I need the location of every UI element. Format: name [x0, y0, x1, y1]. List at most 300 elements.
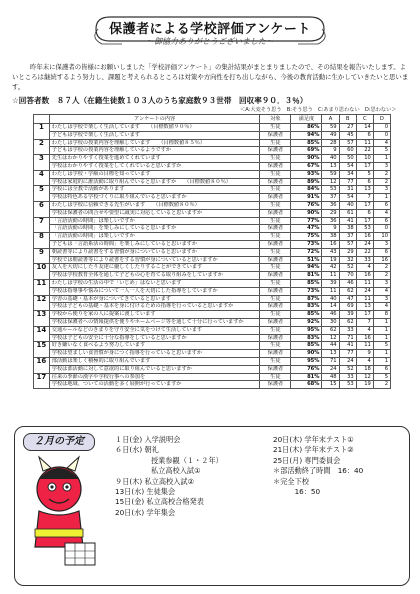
- count-b: 45: [339, 131, 356, 139]
- question-text: [49, 279, 260, 287]
- question-label: 「言語活動の時間」を楽しみにしていると思いますか: [51, 225, 177, 232]
- rating-legend: ＜A:大変そう思う B:そう思う C:あまり思わない D:思わない＞: [240, 107, 397, 113]
- question-text: [49, 217, 260, 225]
- count-b: 57: [339, 240, 356, 248]
- respondent-group: 保護者: [260, 225, 291, 233]
- question-text: [49, 373, 260, 381]
- header-no: [34, 115, 50, 124]
- count-c: 11: [356, 139, 373, 147]
- respondent-group: 生徒: [260, 342, 291, 350]
- header-target: 対象: [260, 115, 291, 124]
- count-a: 39: [322, 279, 339, 287]
- schedule-item: ９日(木) 私立高校入試②: [115, 476, 195, 486]
- count-d: 0: [373, 124, 390, 132]
- target-value-note: （目標数値８５％）: [158, 139, 206, 146]
- count-a: 49: [322, 131, 339, 139]
- question-number: 13: [34, 311, 50, 327]
- count-c: 16: [356, 272, 373, 280]
- count-d: 2: [373, 381, 390, 389]
- satisfaction-rate: 89%: [291, 178, 322, 186]
- respondent-group: 生徒: [260, 155, 291, 163]
- survey-table: [33, 114, 391, 389]
- table-row: [34, 303, 391, 311]
- count-c: 17: [356, 162, 373, 170]
- question-label: わたしは学校で楽しく生活しています: [51, 124, 140, 130]
- question-text: [49, 287, 260, 295]
- question-label: わたしは学校の生活の中で「いじめ」はないと思います: [51, 279, 182, 286]
- respondent-group: 生徒: [260, 357, 291, 365]
- question-text: [49, 131, 260, 139]
- count-a: 15: [322, 381, 339, 389]
- count-b: 39: [339, 311, 356, 319]
- table-row: [34, 256, 391, 264]
- table-row: [34, 139, 391, 147]
- count-b: 24: [339, 357, 356, 365]
- count-d: 10: [373, 233, 390, 241]
- question-label: 先生はわかりやすく授業を進めてくれています: [51, 155, 161, 162]
- question-text: [49, 209, 260, 217]
- respondent-group: 生徒: [260, 326, 291, 334]
- count-d: 1: [373, 194, 390, 202]
- question-text: [49, 233, 260, 241]
- satisfaction-rate: 67%: [291, 162, 322, 170]
- count-b: 53: [339, 381, 356, 389]
- count-a: 16: [322, 240, 339, 248]
- question-text: [49, 186, 260, 194]
- question-text: [49, 303, 260, 311]
- table-row: [34, 194, 391, 202]
- question-label: 子どもは学校の授業内容を理解しているようですか: [51, 147, 172, 154]
- respondent-group: 保護者: [260, 194, 291, 202]
- count-d: 1: [373, 326, 390, 334]
- count-d: 16: [373, 256, 390, 264]
- count-c: 13: [356, 303, 373, 311]
- intro-text: [12, 62, 412, 92]
- schedule-item: 16：50: [273, 487, 321, 497]
- count-d: 1: [373, 357, 390, 365]
- count-c: 22: [356, 147, 373, 155]
- count-c: 24: [356, 287, 373, 295]
- count-a: 14: [322, 303, 339, 311]
- count-b: 54: [339, 162, 356, 170]
- respondent-group: 保護者: [260, 256, 291, 264]
- question-number: 17: [34, 373, 50, 389]
- count-d: 3: [373, 240, 390, 248]
- question-number: 4: [34, 170, 50, 186]
- satisfaction-rate: 85%: [291, 311, 322, 319]
- table-row: [34, 217, 391, 225]
- count-a: 36: [322, 217, 339, 225]
- count-c: 17: [356, 311, 373, 319]
- table-row: [34, 186, 391, 194]
- respondent-group: 保護者: [260, 147, 291, 155]
- count-c: 4: [356, 357, 373, 365]
- question-label: 学校は家庭的に誰活動に取り組んでいると思いますか: [51, 178, 177, 185]
- count-d: 1: [373, 334, 390, 342]
- respondent-group: 生徒: [260, 124, 291, 132]
- count-a: 24: [322, 365, 339, 373]
- count-c: 6: [356, 131, 373, 139]
- count-d: 2: [373, 264, 390, 272]
- question-label: 学校はわかりやすく授業をしてくれていると思いますか: [51, 162, 182, 169]
- count-d: 2: [373, 272, 390, 280]
- satisfaction-rate: 95%: [291, 357, 322, 365]
- question-text: [49, 155, 260, 163]
- satisfaction-rate: 90%: [291, 350, 322, 358]
- question-text: [49, 350, 260, 358]
- question-label: 学校は子どもの基礎・基本を身に付けるための指導を行っていると思いますか: [51, 303, 234, 310]
- count-c: 12: [356, 373, 373, 381]
- count-a: 59: [322, 124, 339, 132]
- respondent-group: 保護者: [260, 303, 291, 311]
- count-a: 40: [322, 155, 339, 163]
- satisfaction-rate: 69%: [291, 147, 322, 155]
- schedule-item: 20日(木) 学年末テスト①: [273, 435, 354, 444]
- count-d: 2: [373, 178, 390, 186]
- respondent-group: 生徒: [260, 201, 291, 209]
- schedule-item: 15日(金) 私立高校合格発表: [115, 497, 204, 507]
- satisfaction-rate: 81%: [291, 272, 322, 280]
- count-b: 32: [339, 256, 356, 264]
- table-row: [34, 264, 391, 272]
- satisfaction-rate: 47%: [291, 225, 322, 233]
- count-b: 50: [339, 155, 356, 163]
- table-row: [34, 342, 391, 350]
- question-label: 学校は部活動に対して意欲的に取り組んでいると思いますか: [51, 365, 192, 372]
- count-d: 8: [373, 311, 390, 319]
- table-row: [34, 170, 391, 178]
- count-c: 19: [356, 381, 373, 389]
- header-b: B: [339, 115, 356, 124]
- satisfaction-rate: 76%: [291, 365, 322, 373]
- respondent-group: 生徒: [260, 186, 291, 194]
- schedule-right-column: [273, 435, 363, 497]
- count-a: 30: [322, 318, 339, 326]
- question-label: 学校では朝読書等により読書をする習慣が身についていると思いますか: [51, 256, 218, 263]
- count-c: 7: [356, 194, 373, 202]
- question-number: 8: [34, 233, 50, 249]
- question-number: 15: [34, 342, 50, 358]
- count-d: 3: [373, 295, 390, 303]
- count-b: 77: [339, 350, 356, 358]
- satisfaction-rate: 87%: [291, 295, 322, 303]
- count-a: 62: [322, 326, 339, 334]
- table-row: [34, 248, 391, 256]
- count-c: 4: [356, 264, 373, 272]
- february-schedule: [14, 426, 410, 586]
- count-a: 42: [322, 264, 339, 272]
- count-d: 3: [373, 279, 390, 287]
- respondent-group: 生徒: [260, 139, 291, 147]
- count-c: 9: [356, 350, 373, 358]
- question-text: [49, 139, 260, 147]
- question-label: 学校は指導事や悩みについて一人一人を大切にした指導をしていますか: [51, 287, 218, 294]
- target-value-note: （目標数値９０％）: [147, 124, 195, 130]
- count-a: 11: [322, 287, 339, 295]
- question-text: [49, 318, 260, 326]
- respondent-group: 保護者: [260, 365, 291, 373]
- question-label: 学校には全教で活動があります: [51, 186, 125, 193]
- respondent-group: 生徒: [260, 295, 291, 303]
- satisfaction-rate: 83%: [291, 334, 322, 342]
- count-c: 14: [356, 124, 373, 132]
- count-b: 77: [339, 178, 356, 186]
- satisfaction-rate: 85%: [291, 342, 322, 350]
- question-text: [49, 201, 260, 209]
- count-d: 4: [373, 303, 390, 311]
- count-d: 1: [373, 155, 390, 163]
- schedule-title: ２月の予定: [23, 433, 95, 451]
- count-b: 61: [339, 209, 356, 217]
- table-row: [34, 178, 391, 186]
- count-b: 41: [339, 342, 356, 350]
- table-row: [34, 272, 391, 280]
- count-c: 6: [356, 178, 373, 186]
- count-a: 11: [322, 272, 339, 280]
- question-label: 学校は地域、ついての活動を多く展開が行っていますか: [51, 381, 182, 388]
- schedule-item: 25日(月) 専門委員会: [273, 455, 341, 465]
- question-number: 14: [34, 326, 50, 342]
- header-a: A: [322, 115, 339, 124]
- count-d: 1: [373, 350, 390, 358]
- question-number: 2: [34, 139, 50, 155]
- satisfaction-rate: 93%: [291, 170, 322, 178]
- count-d: 4: [373, 209, 390, 217]
- schedule-item: 13日(水) 生徒集会: [115, 487, 176, 497]
- satisfaction-rate: 92%: [291, 318, 322, 326]
- respondent-group: 保護者: [260, 318, 291, 326]
- satisfaction-rate: 73%: [291, 240, 322, 248]
- question-text: [49, 381, 260, 389]
- respondent-group: 保護者: [260, 287, 291, 295]
- question-text: [49, 240, 260, 248]
- count-a: 13: [322, 162, 339, 170]
- table-row: [34, 365, 391, 373]
- question-label: わたしは学校・学級の目標を知っています: [51, 170, 151, 177]
- count-a: 37: [322, 194, 339, 202]
- count-c: 18: [356, 365, 373, 373]
- satisfaction-rate: 90%: [291, 209, 322, 217]
- question-number: 11: [34, 279, 50, 295]
- count-c: 7: [356, 318, 373, 326]
- question-number: 1: [34, 124, 50, 140]
- count-b: 52: [339, 264, 356, 272]
- question-text: [49, 248, 260, 256]
- count-c: 11: [356, 295, 373, 303]
- satisfaction-rate: 73%: [291, 287, 322, 295]
- count-a: 29: [322, 209, 339, 217]
- count-d: 3: [373, 162, 390, 170]
- respondent-group: 保護者: [260, 178, 291, 186]
- respondent-count: ☆回答者数 ８７人（在籍生徒数１０３人のうち家庭数９３世帯 回収率９０．３％）: [12, 96, 308, 105]
- table-row: [34, 131, 391, 139]
- question-label: 学校は学校教育全体を通して子どもの心を育てる取り組みをしていますか: [51, 272, 223, 279]
- question-label: 往来の季節の漢字や学校行事への参加を: [51, 373, 146, 380]
- question-label: 学校は特色ある学校づくりに取り組んでいると思いますか: [51, 194, 187, 201]
- count-b: 38: [339, 225, 356, 233]
- question-label: 友人を大切にしたり友達に優しくしたりすることができています: [51, 264, 203, 271]
- count-c: 11: [356, 342, 373, 350]
- count-c: 33: [356, 256, 373, 264]
- count-a: 12: [322, 178, 339, 186]
- question-label: 学校は子どもの安全に十分な指導をしていると思いますか: [51, 334, 187, 341]
- respondent-group: 保護者: [260, 381, 291, 389]
- count-c: 4: [356, 326, 373, 334]
- question-label: わたしは学校に信頼できる先生がいます: [51, 201, 146, 208]
- table-row: [34, 373, 391, 381]
- question-text: [49, 264, 260, 272]
- count-a: 36: [322, 201, 339, 209]
- question-number: 7: [34, 217, 50, 233]
- count-b: 40: [339, 201, 356, 209]
- count-c: 22: [356, 248, 373, 256]
- count-b: 57: [339, 139, 356, 147]
- schedule-item: ６日(水) 朝礼: [115, 445, 159, 455]
- satisfaction-rate: 86%: [291, 124, 322, 132]
- satisfaction-rate: 85%: [291, 139, 322, 147]
- question-number: 9: [34, 248, 50, 264]
- count-b: 33: [339, 326, 356, 334]
- count-a: 43: [322, 248, 339, 256]
- satisfaction-rate: 85%: [291, 279, 322, 287]
- question-label: 好き嫌いなく食べるよう努力しています: [51, 342, 146, 349]
- count-b: 47: [339, 295, 356, 303]
- table-row: [34, 334, 391, 342]
- respondent-group: 生徒: [260, 248, 291, 256]
- question-label: 子どもは「言語系活の時間」を楽しみにしていると思いますか: [51, 240, 198, 247]
- table-row: [34, 209, 391, 217]
- satisfaction-rate: 77%: [291, 217, 322, 225]
- count-c: 16: [356, 334, 373, 342]
- page-subtitle: ～御協力ありがとうございました～: [146, 37, 274, 46]
- schedule-item: ＊部活動終了時間 16：40: [273, 466, 364, 476]
- satisfaction-rate: 75%: [291, 233, 322, 241]
- count-c: 6: [356, 209, 373, 217]
- survey-table-body: [34, 124, 391, 389]
- count-d: 5: [373, 342, 390, 350]
- question-text: [49, 194, 260, 202]
- count-d: 5: [373, 147, 390, 155]
- respondent-group: 保護者: [260, 272, 291, 280]
- schedule-left-column: [115, 435, 223, 518]
- count-d: 4: [373, 139, 390, 147]
- table-row: [34, 225, 391, 233]
- count-b: 29: [339, 248, 356, 256]
- question-label: 部活動は楽しく積極的に取り組んでいます: [51, 357, 151, 364]
- question-label: 「言語活動の時間」は楽しいですか: [51, 233, 135, 240]
- count-b: 27: [339, 124, 356, 132]
- table-row: [34, 287, 391, 295]
- table-row: [34, 279, 391, 287]
- schedule-item: 21日(木) 学年末テスト②: [273, 445, 354, 455]
- question-label: 学校は望ましい食習慣が身につく指導を行っていると思いますか: [51, 350, 203, 357]
- question-text: [49, 334, 260, 342]
- question-number: 10: [34, 264, 50, 280]
- respondent-group: 保護者: [260, 209, 291, 217]
- respondent-group: 生徒: [260, 264, 291, 272]
- count-a: 48: [322, 373, 339, 381]
- table-row: [34, 381, 391, 389]
- table-row: [34, 201, 391, 209]
- count-a: 19: [322, 256, 339, 264]
- count-a: 13: [322, 350, 339, 358]
- table-row: [34, 318, 391, 326]
- question-number: 12: [34, 295, 50, 311]
- question-text: [49, 124, 260, 132]
- respondent-group: 保護者: [260, 240, 291, 248]
- count-d: 6: [373, 201, 390, 209]
- question-text: [49, 162, 260, 170]
- header-content: アンケートの内容: [49, 115, 260, 124]
- satisfaction-rate: 91%: [291, 194, 322, 202]
- count-b: 70: [339, 272, 356, 280]
- count-d: 6: [373, 365, 390, 373]
- respondent-group: 生徒: [260, 373, 291, 381]
- count-b: 37: [339, 233, 356, 241]
- count-d: 2: [373, 170, 390, 178]
- title-banner: [92, 14, 328, 60]
- count-a: 44: [322, 342, 339, 350]
- table-row: [34, 155, 391, 163]
- question-text: [49, 357, 260, 365]
- table-row: [34, 326, 391, 334]
- count-a: 40: [322, 295, 339, 303]
- count-b: 31: [339, 186, 356, 194]
- respondent-group: 生徒: [260, 279, 291, 287]
- question-number: 16: [34, 357, 50, 373]
- count-a: 9: [322, 225, 339, 233]
- count-c: 11: [356, 279, 373, 287]
- respondent-group: 生徒: [260, 170, 291, 178]
- count-a: 38: [322, 233, 339, 241]
- schedule-item: 授業参観（１・２年）: [115, 455, 223, 465]
- page-title: 保護者による学校評価アンケート: [109, 22, 311, 37]
- schedule-item: ＊完全下校: [273, 476, 309, 486]
- count-b: 52: [339, 365, 356, 373]
- count-d: 6: [373, 248, 390, 256]
- satisfaction-rate: 94%: [291, 264, 322, 272]
- respondent-group: 生徒: [260, 311, 291, 319]
- schedule-item: １日(金) 入学説明会: [115, 435, 181, 444]
- respondent-group: 生徒: [260, 233, 291, 241]
- count-c: 24: [356, 240, 373, 248]
- intro-paragraph: 昨年末に保護者の皆様にお願いしました「学校評価アンケート」の集計結果がまとまりましたので、その結果を報告いたします。よいところは継続するよう努力し、課題と考えられるところは対策や方向性を打ち出しながら、今後の教育活動に生かしていきたいと思います。: [12, 63, 409, 91]
- count-b: 69: [339, 303, 356, 311]
- table-row: [34, 357, 391, 365]
- table-row: [34, 124, 391, 132]
- count-a: 53: [322, 186, 339, 194]
- count-b: 34: [339, 170, 356, 178]
- count-b: 41: [339, 217, 356, 225]
- respondent-group: 保護者: [260, 162, 291, 170]
- question-label: わたしは学校の授業内容を理解しています: [51, 139, 151, 146]
- count-c: 16: [356, 233, 373, 241]
- satisfaction-rate: 90%: [291, 155, 322, 163]
- count-b: 60: [339, 147, 356, 155]
- table-row: [34, 295, 391, 303]
- question-label: 学校から便りを家の人に提案に渡しています: [51, 311, 156, 318]
- count-a: 71: [322, 357, 339, 365]
- question-number: 6: [34, 201, 50, 217]
- satisfaction-rate: 81%: [291, 373, 322, 381]
- count-c: 13: [356, 186, 373, 194]
- satisfaction-rate: 94%: [291, 131, 322, 139]
- question-label: 学校は保護者への情報提供を便りやホームページ等を通して十分に行っていますか: [51, 318, 244, 325]
- respondent-group: 生徒: [260, 217, 291, 225]
- table-header-row: [34, 115, 391, 124]
- table-row: [34, 350, 391, 358]
- count-d: 3: [373, 186, 390, 194]
